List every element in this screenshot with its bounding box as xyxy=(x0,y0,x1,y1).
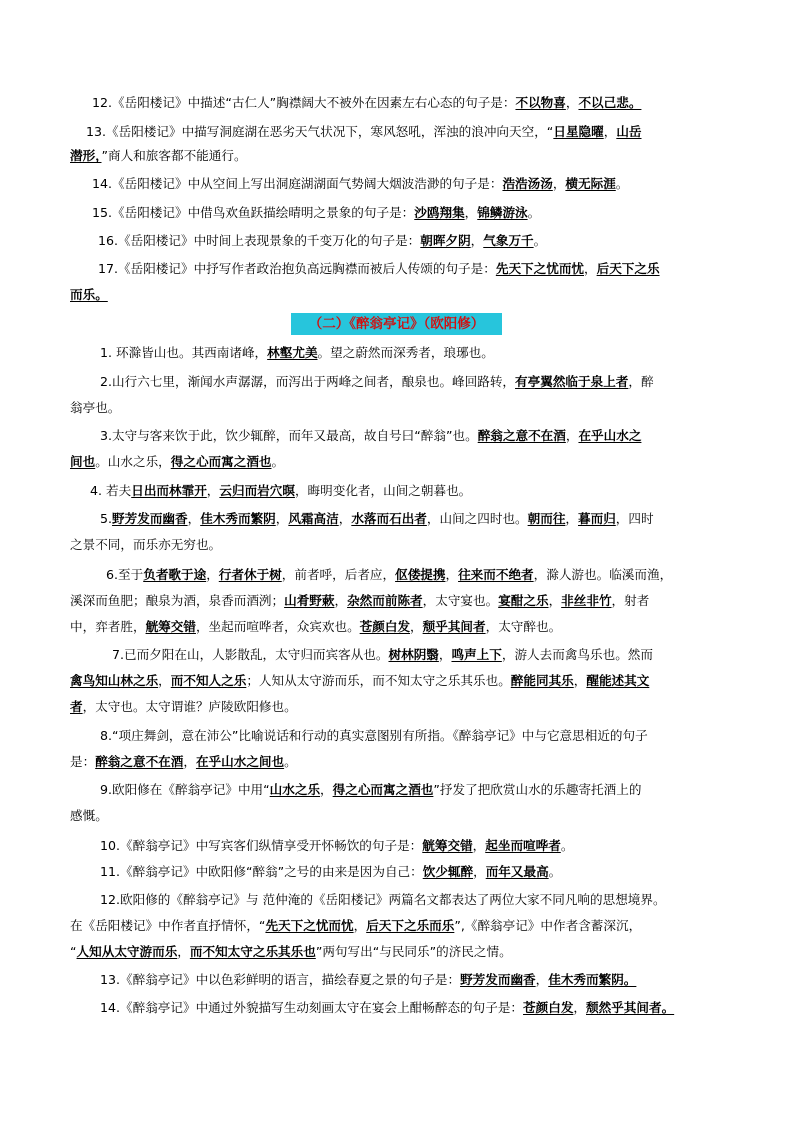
text-segment: ， xyxy=(320,782,333,797)
answer-phrase: 行者休于树 xyxy=(218,567,282,582)
text-segment: ， xyxy=(552,176,566,191)
text-segment: 1. 环滁皆山也。其西南诸峰， xyxy=(100,345,268,360)
text-line xyxy=(70,697,730,717)
text-segment: 。 xyxy=(560,838,574,853)
text-segment: ，晦明变化者，山间之朝暮也。 xyxy=(294,483,472,498)
text-segment: 4. 若夫 xyxy=(90,483,132,498)
answer-phrase: 不以己悲。 xyxy=(578,95,642,110)
answer-phrase: 醉翁之意不在酒 xyxy=(95,754,184,769)
answer-phrase: 而不知人之乐 xyxy=(170,673,247,688)
text-line xyxy=(92,93,730,113)
text-line xyxy=(70,591,730,611)
text-line xyxy=(70,398,730,418)
text-segment: “ xyxy=(70,944,77,959)
text-segment: 5. xyxy=(100,511,113,526)
text-segment: ；人知从太守游而乐，而不知太守之乐其乐也。 xyxy=(246,673,511,688)
answer-phrase: 山肴野蔌 xyxy=(284,593,335,608)
answer-phrase: 醉翁之意不在酒 xyxy=(477,428,566,443)
text-segment: 16.《岳阳楼记》中时间上表现景象的千变万化的句子是： xyxy=(98,233,421,248)
text-segment: 15.《岳阳楼记》中借鸟欢鱼跃描绘晴明之景象的句子是： xyxy=(92,205,415,220)
text-segment: ， xyxy=(177,944,190,959)
text-segment: ， xyxy=(206,567,219,582)
text-segment: ， xyxy=(603,124,617,139)
text-segment: 6.至于 xyxy=(106,567,144,582)
answer-phrase: 后天下之乐 xyxy=(596,261,660,276)
text-segment: ，太守也。太守谓谁？庐陵欧阳修也。 xyxy=(82,699,297,714)
text-line xyxy=(100,509,730,529)
text-line xyxy=(112,645,730,665)
text-segment: ， xyxy=(548,593,562,608)
text-line xyxy=(100,426,730,446)
answer-phrase: 日出而林霏开 xyxy=(131,483,207,498)
answer-phrase: 间也 xyxy=(70,454,96,469)
text-line xyxy=(98,231,730,251)
answer-phrase: 沙鸥翔集 xyxy=(414,205,465,220)
answer-phrase: 在乎山水之 xyxy=(578,428,642,443)
text-segment: ，坐起而喧哗者，众宾欢也。 xyxy=(195,619,360,634)
text-line xyxy=(100,836,730,856)
text-line xyxy=(92,203,730,223)
text-segment: 。望之蔚然而深秀者，琅琊也。 xyxy=(317,345,494,360)
text-segment: 10.《醉翁亭记》中写宾客们纵情享受开怀畅饮的句子是： xyxy=(100,838,423,853)
answer-phrase: 后天下之乐而乐 xyxy=(366,918,455,933)
answer-phrase: 而年又最高 xyxy=(485,864,549,879)
text-segment: ，游人去而禽鸟乐也。然而 xyxy=(501,647,653,662)
text-segment: ， xyxy=(473,864,486,879)
text-line xyxy=(86,122,730,142)
answer-phrase: 横无际涯 xyxy=(565,176,616,191)
text-segment: 13.《醉翁亭记》中以色彩鲜明的语言，描绘春夏之景的句子是： xyxy=(100,972,461,987)
text-line xyxy=(100,890,730,910)
text-segment: ，太守醉也。 xyxy=(485,619,562,634)
answer-phrase: 林壑尤美 xyxy=(267,345,318,360)
answer-phrase: 得之心而寓之酒也 xyxy=(332,782,434,797)
answer-phrase: 树林阴翳 xyxy=(388,647,439,662)
text-segment: ， xyxy=(470,233,484,248)
answer-phrase: 颓然乎其间者。 xyxy=(586,1000,675,1015)
text-segment: ， xyxy=(438,647,452,662)
text-segment: 。 xyxy=(548,864,562,879)
answer-phrase: 先天下之忧而忧 xyxy=(265,918,354,933)
answer-phrase: 往来而不绝者 xyxy=(458,567,534,582)
text-segment: ， xyxy=(565,95,579,110)
text-line xyxy=(100,343,730,363)
text-line xyxy=(70,916,730,936)
text-segment: ， xyxy=(353,918,367,933)
answer-phrase: 山岳 xyxy=(616,124,642,139)
text-segment: 12.欧阳修的《醉翁亭记》与 范仲淹的《岳阳楼记》两篇名文都表达了两位大家不同凡响的思想境界。 xyxy=(100,892,666,907)
text-segment: ， xyxy=(338,511,352,526)
text-line xyxy=(70,752,730,772)
answer-phrase: 非丝非竹 xyxy=(561,593,612,608)
text-segment: 在《岳阳楼记》中作者直抒情怀，“ xyxy=(70,918,266,933)
answer-phrase: 觥筹交错 xyxy=(145,619,196,634)
text-segment: 。 xyxy=(527,205,541,220)
text-segment: ， xyxy=(445,567,459,582)
text-segment: 3.太守与客来饮于此，饮少辄醉，而年又最高，故自号曰“醉翁”也。 xyxy=(100,428,478,443)
text-segment: ”,《醉翁亭记》中作者含蓄深沉， xyxy=(454,918,642,933)
answer-phrase: 而不知太守之乐其乐也 xyxy=(189,944,316,959)
text-segment: ，滁人游也。临溪而渔， xyxy=(533,567,673,582)
text-segment: ， xyxy=(158,673,171,688)
answer-phrase: 风霜高洁 xyxy=(288,511,339,526)
text-segment: 感慨。 xyxy=(70,808,108,823)
answer-phrase: 伛偻提携 xyxy=(395,567,446,582)
text-segment: ，射者 xyxy=(611,593,650,608)
text-segment: 。 xyxy=(533,233,547,248)
answer-phrase: 颓乎其间者 xyxy=(422,619,486,634)
text-segment: 13.《岳阳楼记》中描写洞庭湖在恶劣天气状况下，寒风怒吼，浑浊的浪冲向天空，“ xyxy=(86,124,554,139)
text-segment: ， xyxy=(464,205,478,220)
text-line xyxy=(70,617,730,637)
text-line xyxy=(70,146,730,166)
text-line xyxy=(70,535,730,555)
text-line xyxy=(100,998,730,1018)
text-segment: ，太守宴也。 xyxy=(422,593,499,608)
text-segment: ，前者呼，后者应， xyxy=(281,567,396,582)
text-segment: ， xyxy=(183,754,196,769)
text-segment: ，醉 xyxy=(628,374,654,389)
text-segment: ， xyxy=(275,511,289,526)
text-line xyxy=(100,372,730,392)
answer-phrase: 饮少辄醉 xyxy=(422,864,474,879)
text-line xyxy=(70,452,730,472)
answer-phrase: 气象万千 xyxy=(483,233,534,248)
answer-phrase: 起坐而喧哗者 xyxy=(485,838,561,853)
text-segment: 溪深而鱼肥；酿泉为酒，泉香而酒洌； xyxy=(70,593,285,608)
text-segment: 14.《醉翁亭记》中通过外貌描写生动刻画太守在宴会上酣畅醉态的句子是： xyxy=(100,1000,524,1015)
text-line xyxy=(90,481,730,501)
answer-phrase: 在乎山水之间也 xyxy=(195,754,285,769)
text-line xyxy=(70,942,730,962)
answer-phrase: 先天下之忧而忧 xyxy=(495,261,584,276)
text-segment: 。 xyxy=(615,176,629,191)
answer-phrase: 觥筹交错 xyxy=(422,838,473,853)
answer-phrase: 浩浩汤汤 xyxy=(502,176,553,191)
answer-phrase: 者 xyxy=(70,699,83,714)
text-segment: 中，弈者胜， xyxy=(70,619,146,634)
text-segment: 17.《岳阳楼记》中抒写作者政治抱负高远胸襟而被后人传颂的句子是： xyxy=(98,261,496,276)
answer-phrase: 有亭翼然临于泉上者 xyxy=(515,374,629,389)
text-segment: ， xyxy=(535,972,549,987)
answer-phrase: 得之心而寓之酒也 xyxy=(170,454,272,469)
text-line xyxy=(70,285,730,305)
text-segment: 8.“项庄舞剑，意在沛公”比喻说话和行动的真实意图别有所指。《醉翁亭记》中与它意思相近的句子 xyxy=(100,728,648,743)
answer-phrase: 朝晖夕阴 xyxy=(420,233,471,248)
answer-phrase: 云归而岩穴暝 xyxy=(219,483,295,498)
text-segment: ，山间之四时也。 xyxy=(426,511,528,526)
text-segment: 7.已而夕阳在山，人影散乱，太守归而宾客从也。 xyxy=(112,647,389,662)
text-segment: ， xyxy=(565,428,579,443)
text-segment: ， xyxy=(334,593,348,608)
text-segment: ， xyxy=(573,673,587,688)
answer-phrase: 佳木秀而繁阴 xyxy=(200,511,276,526)
text-segment: ， xyxy=(584,261,597,276)
text-segment: 。山水之乐， xyxy=(95,454,171,469)
answer-phrase: 宴酣之乐 xyxy=(498,593,549,608)
text-segment: ”抒发了把欣赏山水的乐趣寄托酒上的 xyxy=(433,782,642,797)
text-segment: ”商人和旅客都不能通行。 xyxy=(101,148,247,163)
text-line xyxy=(98,259,730,279)
text-line xyxy=(100,780,730,800)
answer-phrase: 苍颜白发 xyxy=(359,619,411,634)
answer-phrase: 而乐。 xyxy=(70,287,108,302)
text-segment: 之景不同，而乐亦无穷也。 xyxy=(70,537,222,552)
text-segment: ， xyxy=(410,619,423,634)
text-line xyxy=(100,726,730,746)
answer-phrase: 野芳发而幽香 xyxy=(460,972,536,987)
answer-phrase: 不以物喜 xyxy=(515,95,566,110)
text-line xyxy=(70,671,730,691)
answer-phrase: 潜形， xyxy=(70,148,102,163)
answer-phrase: 负者歌于途 xyxy=(143,567,207,582)
text-segment: ， xyxy=(472,838,486,853)
text-line xyxy=(70,806,730,826)
text-line xyxy=(100,862,730,882)
text-segment: ， xyxy=(573,1000,586,1015)
answer-phrase: 醉能同其乐 xyxy=(510,673,574,688)
answer-phrase: 锦鳞游泳 xyxy=(477,205,528,220)
text-segment: 。 xyxy=(284,754,297,769)
text-segment: 12.《岳阳楼记》中描述“古仁人”胸襟阔大不被外在因素左右心态的句子是： xyxy=(92,95,516,110)
answer-phrase: 暮而归 xyxy=(578,511,616,526)
answer-phrase: 水落而石出者 xyxy=(351,511,427,526)
answer-phrase: 山水之乐 xyxy=(269,782,321,797)
answer-phrase: 苍颜白发 xyxy=(523,1000,574,1015)
text-segment: 11.《醉翁亭记》中欧阳修“醉翁”之号的由来是因为自己： xyxy=(100,864,423,879)
text-segment: ”两句写出“与民同乐”的济民之情。 xyxy=(315,944,512,959)
answer-phrase: 佳木秀而繁阴。 xyxy=(548,972,637,987)
answer-phrase: 人知从太守游而乐 xyxy=(76,944,178,959)
text-segment: ， xyxy=(565,511,578,526)
answer-phrase: 鸣声上下 xyxy=(451,647,502,662)
answer-phrase: 野芳发而幽香 xyxy=(112,511,188,526)
text-segment: ， xyxy=(187,511,201,526)
text-segment: 翁亭也。 xyxy=(70,400,121,415)
text-segment: ， xyxy=(206,483,220,498)
answer-phrase: 朝而往 xyxy=(527,511,566,526)
text-segment: 14.《岳阳楼记》中从空间上写出洞庭湖湖面气势阔大烟波浩渺的句子是： xyxy=(92,176,503,191)
answer-phrase: 禽鸟知山林之乐 xyxy=(70,673,159,688)
answer-phrase: 日星隐曜 xyxy=(553,124,604,139)
text-segment: 。 xyxy=(271,454,285,469)
answer-phrase: 醒能述其文 xyxy=(586,673,650,688)
answer-phrase: 杂然而前陈者 xyxy=(347,593,423,608)
section-title-zuiwengting: （二）《醉翁亭记》（欧阳修） xyxy=(291,313,502,335)
text-segment: 2.山行六七里，渐闻水声潺潺，而泻出于两峰之间者，酿泉也。峰回路转， xyxy=(100,374,516,389)
text-segment: 是： xyxy=(70,754,96,769)
text-line xyxy=(106,565,730,585)
text-segment: ，四时 xyxy=(615,511,654,526)
text-line xyxy=(92,174,730,194)
text-line xyxy=(100,970,730,990)
text-segment: 9.欧阳修在《醉翁亭记》中用“ xyxy=(100,782,270,797)
